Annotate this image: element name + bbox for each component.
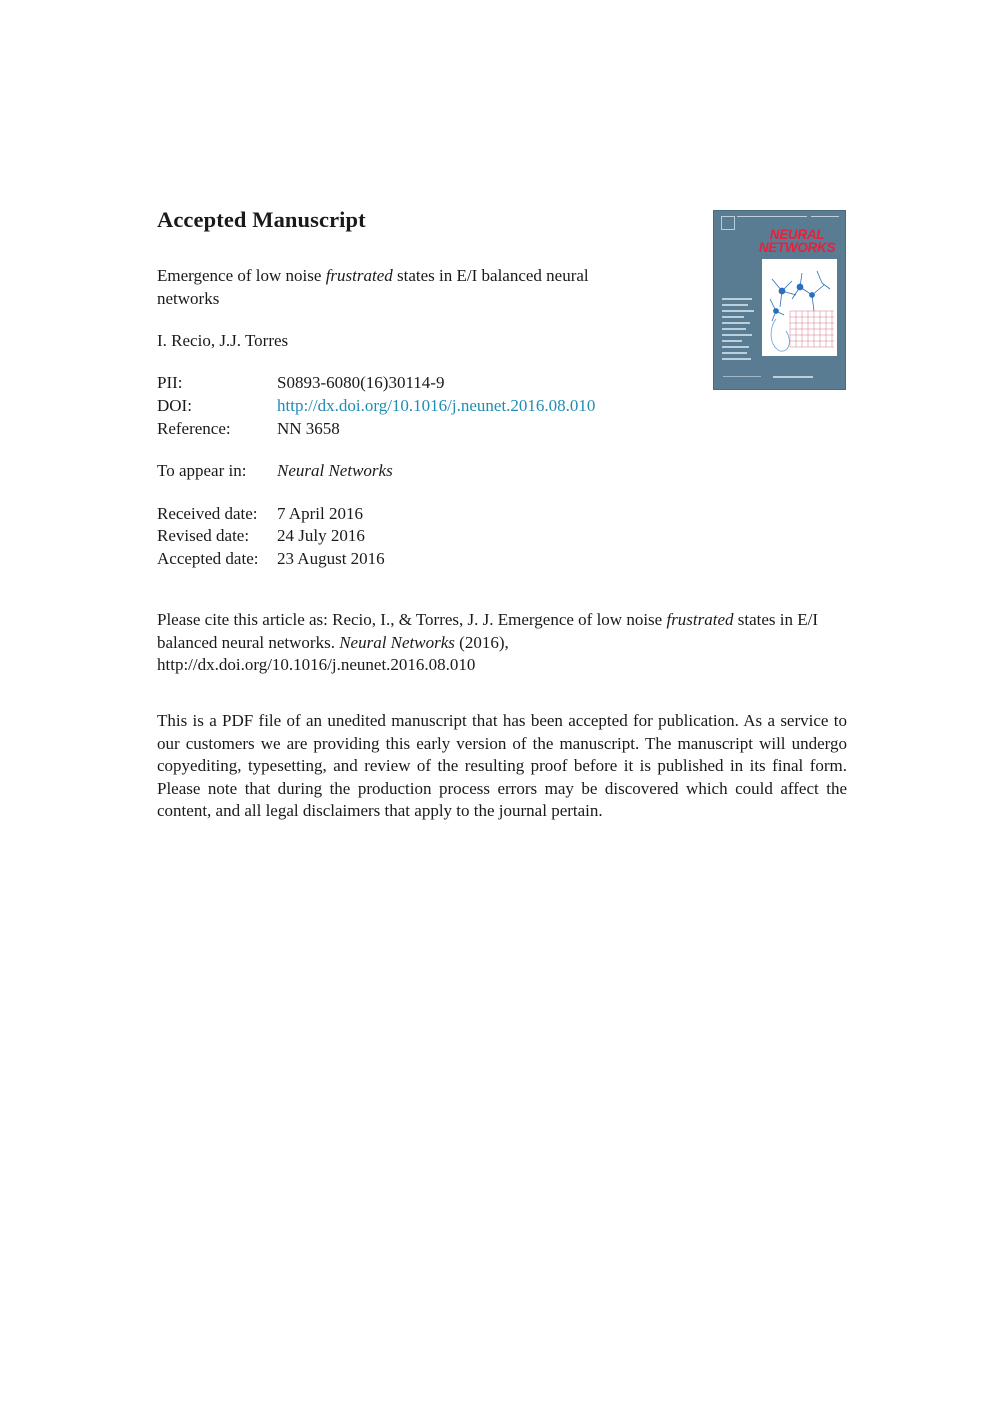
article-title-part2: states in E/I balanced neural networks: [157, 266, 589, 308]
citation-journal: Neural Networks: [339, 632, 455, 652]
cover-text-line: [722, 316, 744, 318]
doi-link[interactable]: http://dx.doi.org/10.1016/j.neunet.2016.08.010: [277, 396, 596, 415]
citation-emphasis: frustrated: [666, 610, 734, 629]
article-title-emphasis: frustrated: [325, 266, 393, 285]
revised-value: 24 July 2016: [277, 526, 365, 545]
cover-header-line: [737, 216, 807, 217]
appear-value: Neural Networks: [277, 461, 393, 480]
pii-value: S0893-6080(16)30114-9: [277, 373, 445, 392]
cover-text-line: [722, 304, 748, 306]
cover-text-line: [722, 346, 749, 348]
citation-prefix: Please cite this article as: Recio, I., & Torres, J. J. Emergence of low noise: [157, 610, 667, 629]
cover-publisher-mark: [773, 376, 813, 378]
reference-value: NN 3658: [277, 419, 340, 438]
received-label: Received date:: [157, 504, 258, 523]
cover-text-line: [722, 310, 754, 312]
cover-title-line2: NETWORKS: [758, 240, 836, 255]
article-title-part1: Emergence of low noise: [157, 266, 326, 285]
doi-label: DOI:: [157, 396, 192, 415]
citation-url: http://dx.doi.org/10.1016/j.neunet.2016.08.010: [157, 655, 476, 674]
pii-label: PII:: [157, 373, 183, 392]
cover-footer-line: [723, 376, 761, 377]
reference-label: Reference:: [157, 419, 231, 438]
cover-sidebar: [722, 298, 756, 364]
authors: I. Recio, J.J. Torres: [157, 331, 289, 350]
cover-header-line-right: [811, 216, 839, 217]
accepted-value: 23 August 2016: [277, 549, 385, 568]
revised-label: Revised date:: [157, 526, 250, 545]
cover-title-line1: NEURAL: [769, 227, 825, 242]
disclaimer: This is a PDF file of an unedited manuscript that has been accepted for publication. As a service to our customers we are providing this early version of the manuscript. The manuscript will undergo copyediting, typesetting, and review of the resulting proof before it is published in its final form. Please note that during the production process errors may be discovered which could affect the content, and all legal disclaimers that apply to the journal pertain.: [157, 711, 847, 820]
page-title: Accepted Manuscript: [157, 207, 366, 232]
cover-text-line: [722, 334, 752, 336]
cover-text-line: [722, 328, 746, 330]
citation: [157, 609, 857, 677]
accepted-label: Accepted date:: [157, 549, 259, 568]
cover-text-line: [722, 322, 750, 324]
citation-mid: states in E/I balanced neural networks.: [157, 610, 819, 652]
cover-illustration: [762, 259, 837, 356]
cover-text-line: [722, 340, 742, 342]
received-value: 7 April 2016: [277, 504, 363, 523]
neuron-illustration-icon: [762, 259, 837, 356]
journal-cover: [713, 210, 846, 390]
cover-text-line: [722, 352, 747, 354]
publisher-logo-icon: [721, 216, 735, 230]
citation-year: (2016),: [454, 632, 509, 652]
cover-text-line: [722, 298, 752, 300]
article-title: [157, 265, 647, 310]
cover-journal-title: [751, 228, 843, 254]
cover-text-line: [722, 358, 751, 360]
appear-label: To appear in:: [157, 461, 247, 480]
